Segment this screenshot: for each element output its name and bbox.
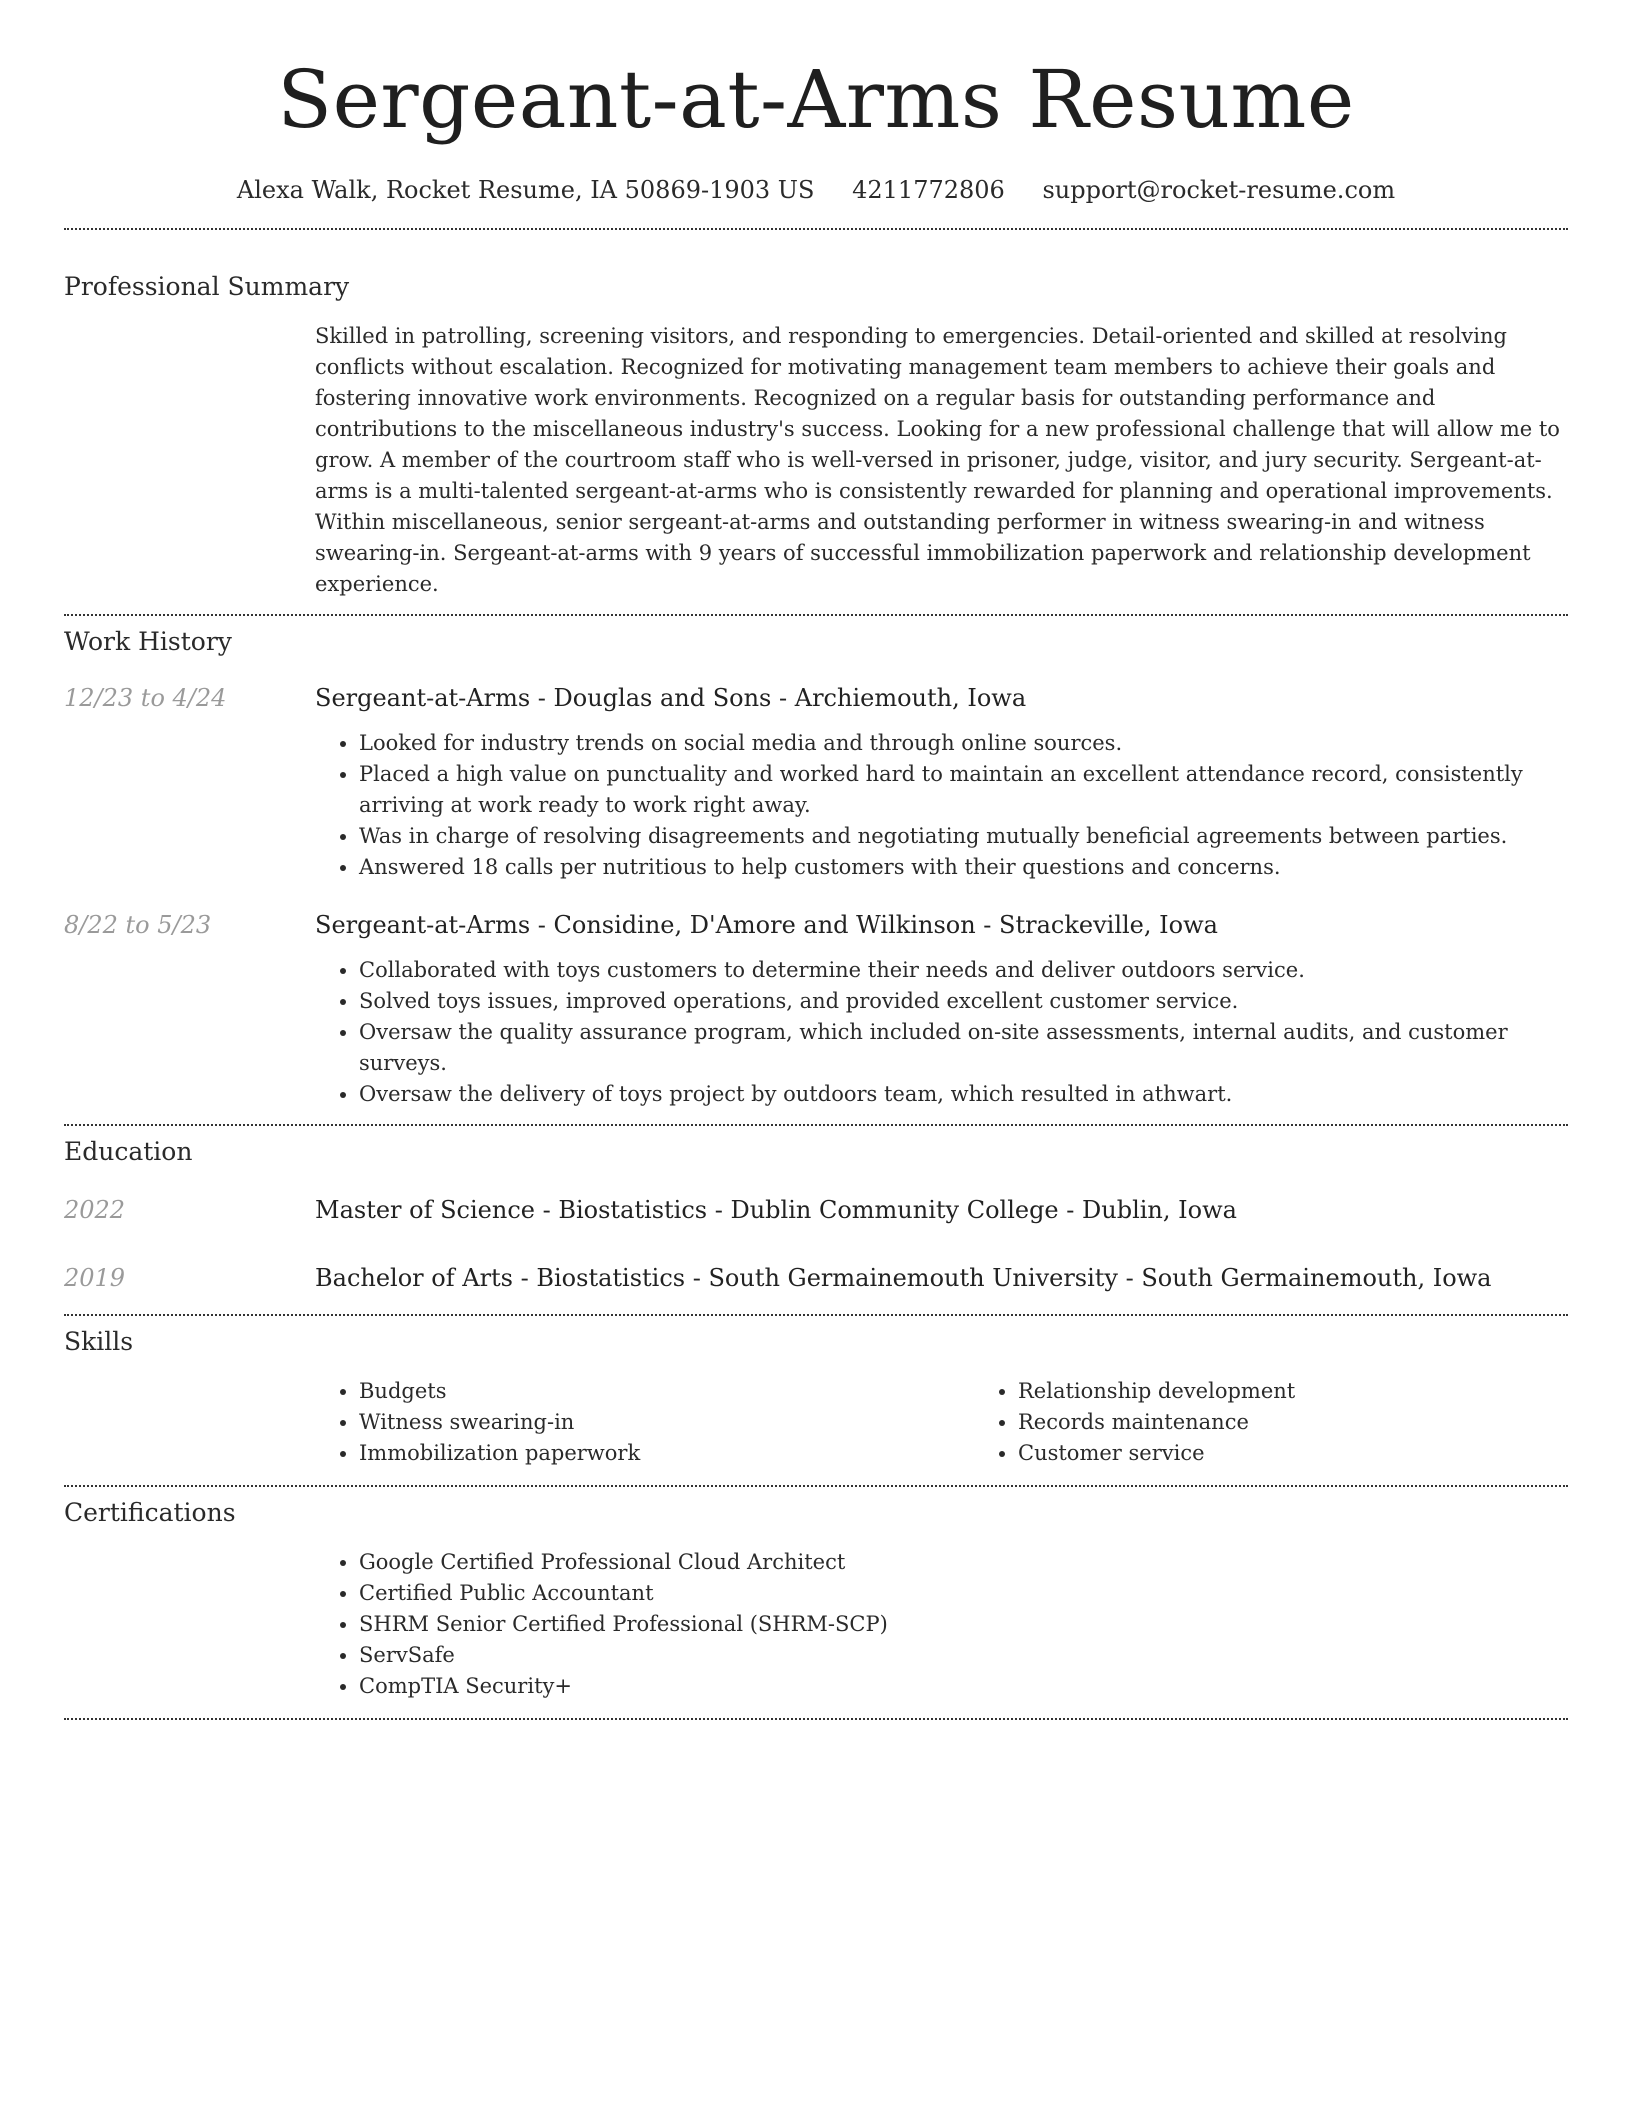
divider bbox=[64, 228, 1568, 230]
section-heading-summary: Professional Summary bbox=[64, 272, 350, 301]
list-item: • Oversaw the delivery of toys project by outdoors team, which resulted in athwart. bbox=[359, 1079, 1568, 1110]
contact-address: Alexa Walk, Rocket Resume, IA 50869-1903 US bbox=[236, 176, 815, 204]
divider bbox=[64, 1314, 1568, 1316]
skills-list-left bbox=[315, 1376, 974, 1469]
education-entry bbox=[64, 1262, 1568, 1294]
list-item: • Solved toys issues, improved operations, and provided excellent customer service. bbox=[359, 986, 1568, 1017]
resume-title: Sergeant-at-Arms Resume bbox=[277, 53, 1355, 146]
skills-grid bbox=[315, 1376, 1632, 1469]
list-item: • Budgets bbox=[359, 1376, 974, 1407]
job-dates: 12/23 to 4/24 bbox=[64, 684, 227, 712]
education-year: 2019 bbox=[64, 1264, 126, 1292]
list-item: • Records maintenance bbox=[1018, 1407, 1632, 1438]
education-year: 2022 bbox=[64, 1196, 126, 1224]
summary-row bbox=[64, 321, 1568, 600]
list-item: • ServSafe bbox=[359, 1640, 1568, 1671]
summary-text: Skilled in patrolling, screening visitors, and responding to emergencies. Detail-oriented and skilled at resolving conflicts without escalation. Recognized for motivating management team members to achieve their goals and fostering innovative work environments. Recognized on a regular basis for outstanding performance and contributions to the miscellaneous industry's success. Looking for a new professional challenge that will allow me to grow. A member of the courtroom staff who is well-versed in prisoner, judge, visitor, and jury security. Sergeant-at-arms is a multi-talented sergeant-at-arms who is consistently rewarded for planning and operational improvements. Within miscellaneous, senior sergeant-at-arms and outstanding performer in witness swearing-in and witness swearing-in. Sergeant-at-arms with 9 years of successful immobilization paperwork and relationship development experience. bbox=[315, 324, 1560, 596]
skills-list-right bbox=[974, 1376, 1632, 1469]
list-item: • Witness swearing-in bbox=[359, 1407, 974, 1438]
section-heading-certifications: Certifications bbox=[64, 1498, 236, 1527]
contact-email: support@rocket-resume.com bbox=[1042, 176, 1396, 204]
list-item: • CompTIA Security+ bbox=[359, 1671, 1568, 1702]
resume-page bbox=[64, 0, 1568, 1720]
job-entry bbox=[64, 909, 1568, 1110]
job-bullets bbox=[315, 728, 1568, 883]
contact-phone: 4211772806 bbox=[852, 176, 1005, 204]
list-item: • Was in charge of resolving disagreements and negotiating mutually beneficial agreements between parties. bbox=[359, 821, 1568, 852]
list-item: • Collaborated with toys customers to determine their needs and deliver outdoors service. bbox=[359, 955, 1568, 986]
list-item: • Immobilization paperwork bbox=[359, 1438, 974, 1469]
list-item: • SHRM Senior Certified Professional (SHRM-SCP) bbox=[359, 1609, 1568, 1640]
divider bbox=[64, 614, 1568, 616]
summary-left-spacer bbox=[64, 321, 315, 600]
education-detail: Master of Science - Biostatistics - Dublin Community College - Dublin, Iowa bbox=[315, 1196, 1237, 1224]
list-item: • Relationship development bbox=[1018, 1376, 1632, 1407]
divider bbox=[64, 1718, 1568, 1720]
education-detail: Bachelor of Arts - Biostatistics - South Germainemouth University - South Germainemouth, Iowa bbox=[315, 1264, 1492, 1292]
certifications-left-spacer bbox=[64, 1547, 315, 1702]
list-item: • Looked for industry trends on social media and through online sources. bbox=[359, 728, 1568, 759]
skills-row bbox=[64, 1376, 1568, 1469]
list-item: • Answered 18 calls per nutritious to help customers with their questions and concerns. bbox=[359, 852, 1568, 883]
certifications-list bbox=[315, 1547, 1568, 1702]
list-item: • Customer service bbox=[1018, 1438, 1632, 1469]
job-dates: 8/22 to 5/23 bbox=[64, 911, 212, 939]
section-heading-work: Work History bbox=[64, 627, 232, 656]
job-entry bbox=[64, 682, 1568, 883]
divider bbox=[64, 1124, 1568, 1126]
skills-left-spacer bbox=[64, 1376, 315, 1469]
list-item: • Placed a high value on punctuality and worked hard to maintain an excellent attendance record, consistently arriving at work ready to work right away. bbox=[359, 759, 1568, 821]
job-bullets bbox=[315, 955, 1568, 1110]
job-title: Sergeant-at-Arms - Considine, D'Amore and Wilkinson - Strackeville, Iowa bbox=[315, 911, 1218, 939]
list-item: • Google Certified Professional Cloud Architect bbox=[359, 1547, 1568, 1578]
certifications-row bbox=[64, 1547, 1568, 1702]
job-title: Sergeant-at-Arms - Douglas and Sons - Archiemouth, Iowa bbox=[315, 684, 1027, 712]
section-heading-education: Education bbox=[64, 1137, 193, 1166]
section-heading-skills: Skills bbox=[64, 1327, 134, 1356]
education-entry bbox=[64, 1194, 1568, 1226]
divider bbox=[64, 1485, 1568, 1487]
contact-line bbox=[64, 174, 1568, 206]
list-item: • Oversaw the quality assurance program, which included on-site assessments, internal audits, and customer surveys. bbox=[359, 1017, 1568, 1079]
list-item: • Certified Public Accountant bbox=[359, 1578, 1568, 1609]
